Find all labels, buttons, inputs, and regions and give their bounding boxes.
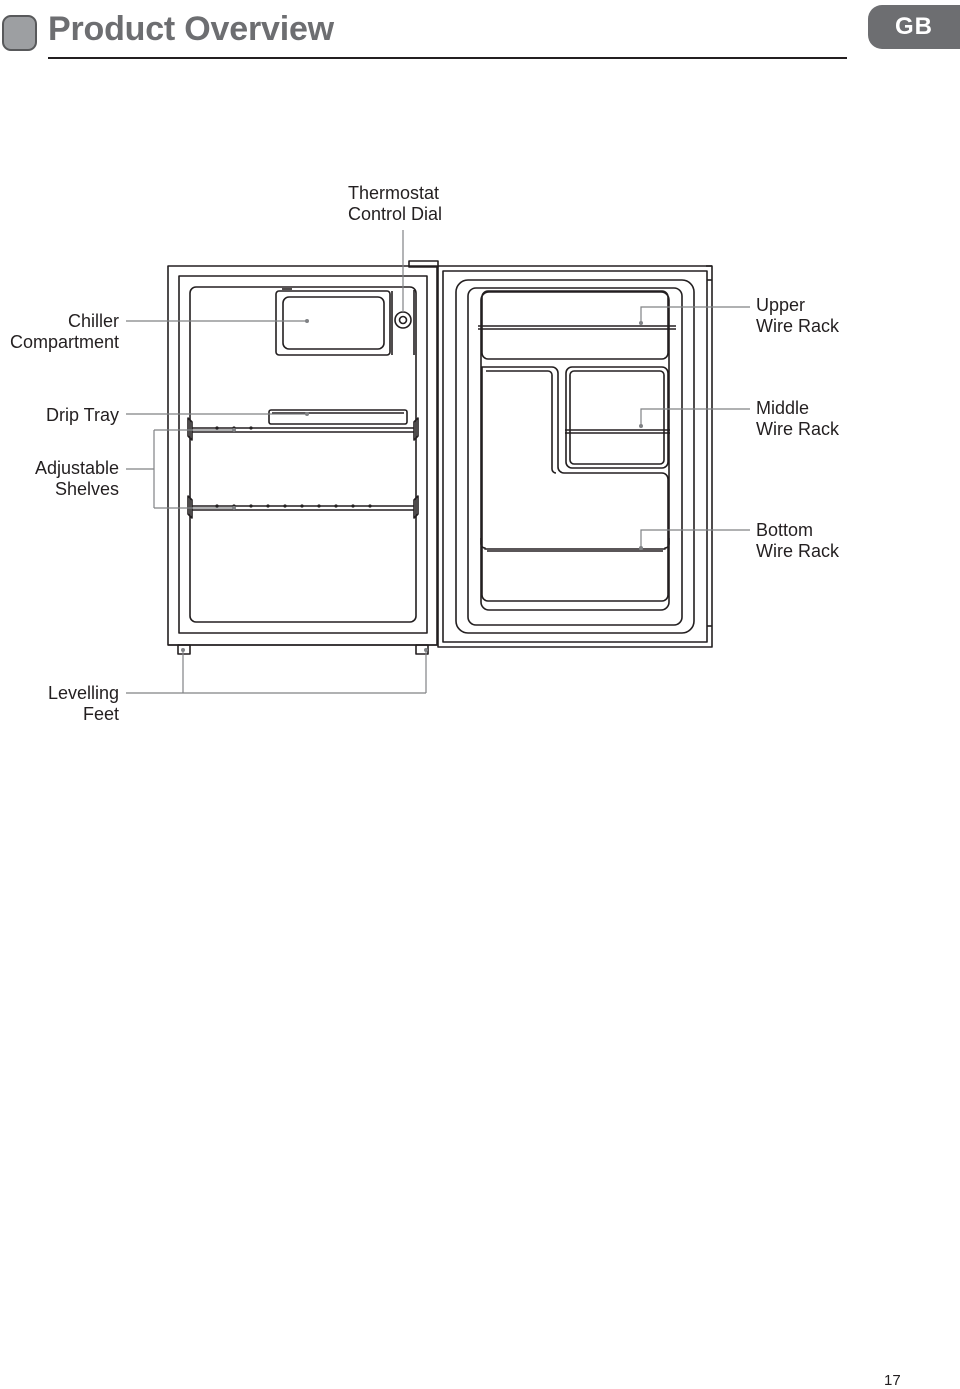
label-middle-wire-rack: Middle Wire Rack xyxy=(756,398,840,439)
label-levelling-feet: Levelling Feet xyxy=(47,683,119,724)
levelling-feet xyxy=(178,645,428,654)
label-adjustable-shelves: Adjustable Shelves xyxy=(34,458,119,499)
drip-tray xyxy=(269,410,407,424)
language-badge: GB xyxy=(868,5,960,49)
label-bottom-wire-rack: Bottom Wire Rack xyxy=(756,520,840,561)
cabinet-body xyxy=(168,261,438,645)
chiller-compartment xyxy=(276,289,390,355)
label-thermostat-control-dial: Thermostat Control Dial xyxy=(348,183,443,224)
door-bins xyxy=(482,291,668,601)
shelf-upper xyxy=(188,418,418,440)
label-drip-tray: Drip Tray xyxy=(45,405,119,425)
door-rack-middle xyxy=(565,430,670,433)
door-rack-upper xyxy=(478,326,676,329)
door xyxy=(438,266,712,647)
page-title: Product Overview xyxy=(48,10,334,48)
label-upper-wire-rack: Upper Wire Rack xyxy=(756,295,840,336)
label-chiller-compartment: Chiller Compartment xyxy=(9,311,119,352)
page-number: 17 xyxy=(884,1372,901,1389)
